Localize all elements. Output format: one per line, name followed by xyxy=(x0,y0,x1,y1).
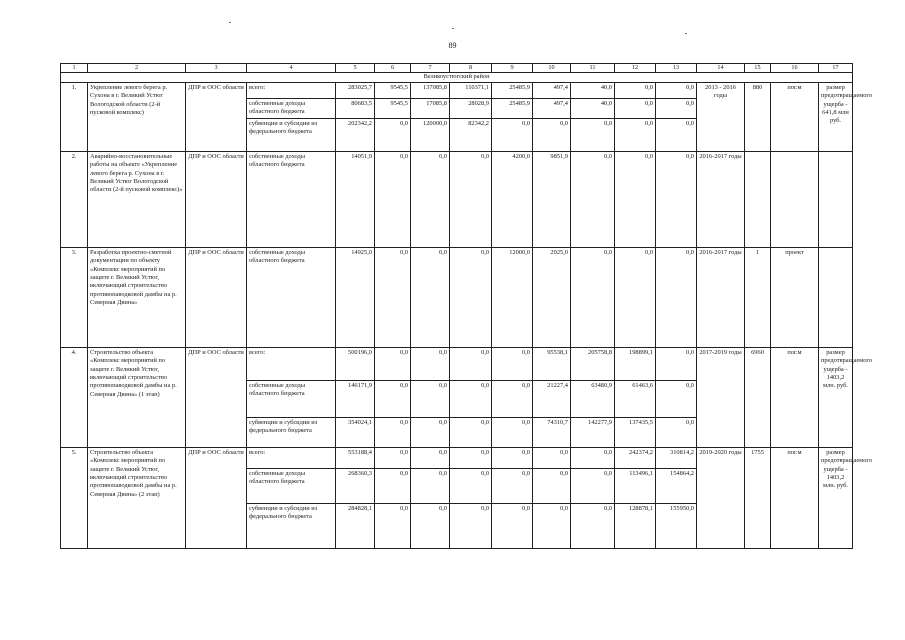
amount-cell: 205758,8 xyxy=(571,347,615,380)
header-row xyxy=(61,64,853,73)
amount-cell: 120000,0 xyxy=(411,118,450,151)
column-number: 17 xyxy=(819,64,853,73)
executor: ДПР и ООС области xyxy=(186,247,247,347)
amount-cell: 283025,7 xyxy=(336,82,375,98)
table-row xyxy=(61,347,853,380)
amount-cell: 9545,5 xyxy=(375,98,411,118)
funding-source: субвенции и субсидии из федерального бюджета xyxy=(247,503,336,548)
amount-cell: 113496,1 xyxy=(615,468,656,503)
amount-cell: 0,0 xyxy=(492,118,533,151)
amount-cell: 95538,1 xyxy=(533,347,571,380)
funding-source: субвенции и субсидии из федерального бюджета xyxy=(247,417,336,447)
amount-cell: 0,0 xyxy=(375,503,411,548)
capacity: 6960 xyxy=(745,347,771,447)
amount-cell: 0,0 xyxy=(411,380,450,417)
funding-source: субвенции и субсидии из федерального бюджета xyxy=(247,118,336,151)
scan-speck xyxy=(229,22,231,23)
amount-cell: 154864,2 xyxy=(656,468,697,503)
page-number: 89 xyxy=(448,41,457,50)
amount-cell: 0,0 xyxy=(375,468,411,503)
column-number: 6 xyxy=(375,64,411,73)
table-row xyxy=(61,82,853,98)
capacity: 1755 xyxy=(745,447,771,548)
amount-cell: 0,0 xyxy=(656,380,697,417)
executor: ДПР и ООС области xyxy=(186,82,247,151)
amount-cell: 0,0 xyxy=(656,82,697,98)
amount-cell: 0,0 xyxy=(450,468,492,503)
amount-cell: 497,4 xyxy=(533,82,571,98)
amount-cell: 553188,4 xyxy=(336,447,375,468)
amount-cell: 0,0 xyxy=(411,468,450,503)
funding-source: всего: xyxy=(247,82,336,98)
amount-cell: 0,0 xyxy=(411,247,450,347)
funding-source: собственные доходы областного бюджета xyxy=(247,151,336,247)
executor: ДПР и ООС области xyxy=(186,347,247,447)
amount-cell: 0,0 xyxy=(571,247,615,347)
scan-speck xyxy=(685,33,687,34)
region-row xyxy=(61,73,853,82)
amount-cell: 268360,3 xyxy=(336,468,375,503)
amount-cell: 12000,0 xyxy=(492,247,533,347)
amount-cell: 28028,9 xyxy=(450,98,492,118)
amount-cell: 21227,4 xyxy=(533,380,571,417)
expected-effect: размер предотвращаемого ущерба - 1403,2 млн. руб. xyxy=(819,347,853,447)
column-number: 7 xyxy=(411,64,450,73)
funding-source: всего: xyxy=(247,447,336,468)
amount-cell: 14051,9 xyxy=(336,151,375,247)
row-number: 5. xyxy=(61,447,88,548)
unit: проект xyxy=(771,247,819,347)
measure-name: Разработка проектно-сметной документации по объекту «Комплекс мероприятий по защите г. Великий Устюг, включающий строительство противопаводковой дамбы на р. Северная Двина» xyxy=(88,247,186,347)
amount-cell: 0,0 xyxy=(375,247,411,347)
column-number: 3 xyxy=(186,64,247,73)
amount-cell: 25485,9 xyxy=(492,82,533,98)
amount-cell: 0,0 xyxy=(533,468,571,503)
amount-cell: 25485,9 xyxy=(492,98,533,118)
table-body xyxy=(61,64,873,549)
amount-cell: 0,0 xyxy=(656,151,697,247)
column-number: 2 xyxy=(88,64,186,73)
capacity: 880 xyxy=(745,82,771,151)
amount-cell: 142277,9 xyxy=(571,417,615,447)
unit: пог.м xyxy=(771,347,819,447)
amount-cell: 0,0 xyxy=(375,118,411,151)
amount-cell: 2925,0 xyxy=(533,247,571,347)
amount-cell: 0,0 xyxy=(411,347,450,380)
implementation-period: 2016-2017 годы xyxy=(697,247,745,347)
amount-cell: 0,0 xyxy=(571,503,615,548)
amount-cell: 0,0 xyxy=(615,247,656,347)
column-number: 13 xyxy=(656,64,697,73)
amount-cell: 0,0 xyxy=(375,347,411,380)
expected-effect: размер предотвращаемого ущерба - 641,8 млн руб. xyxy=(819,82,853,151)
amount-cell: 0,0 xyxy=(615,118,656,151)
amount-cell: 0,0 xyxy=(450,151,492,247)
amount-cell: 9851,9 xyxy=(533,151,571,247)
amount-cell: 0,0 xyxy=(492,347,533,380)
amount-cell: 497,4 xyxy=(533,98,571,118)
region-title: Великоустюгский район xyxy=(61,73,853,82)
unit: пог.м xyxy=(771,447,819,548)
amount-cell: 0,0 xyxy=(492,380,533,417)
amount-cell: 14925,0 xyxy=(336,247,375,347)
amount-cell: 0,0 xyxy=(450,347,492,380)
executor: ДПР и ООС области xyxy=(186,151,247,247)
funding-source: собственные доходы областного бюджета xyxy=(247,380,336,417)
column-number: 9 xyxy=(492,64,533,73)
funding-source: собственные доходы областного бюджета xyxy=(247,247,336,347)
amount-cell: 146171,9 xyxy=(336,380,375,417)
amount-cell: 0,0 xyxy=(533,447,571,468)
amount-cell: 0,0 xyxy=(492,447,533,468)
amount-cell: 0,0 xyxy=(450,503,492,548)
expected-effect xyxy=(819,247,853,347)
amount-cell: 0,0 xyxy=(571,118,615,151)
amount-cell: 0,0 xyxy=(656,247,697,347)
column-number: 15 xyxy=(745,64,771,73)
amount-cell: 500196,0 xyxy=(336,347,375,380)
amount-cell: 0,0 xyxy=(615,151,656,247)
amount-cell: 40,0 xyxy=(571,98,615,118)
amount-cell: 0,0 xyxy=(450,447,492,468)
amount-cell: 0,0 xyxy=(615,98,656,118)
amount-cell: 0,0 xyxy=(375,417,411,447)
column-number: 5 xyxy=(336,64,375,73)
amount-cell: 0,0 xyxy=(533,503,571,548)
column-number: 1 xyxy=(61,64,88,73)
column-number: 8 xyxy=(450,64,492,73)
amount-cell: 198899,1 xyxy=(615,347,656,380)
row-number: 3. xyxy=(61,247,88,347)
table-row xyxy=(61,447,853,468)
measure-name: Укрепление левого берега р. Сухона в г. Великий Устюг Вологодской области (2-й пусковой комплекс) xyxy=(88,82,186,151)
funding-source: собственные доходы областного бюджета xyxy=(247,468,336,503)
amount-cell: 0,0 xyxy=(656,118,697,151)
amount-cell: 242374,2 xyxy=(615,447,656,468)
amount-cell: 82342,2 xyxy=(450,118,492,151)
amount-cell: 0,0 xyxy=(656,98,697,118)
amount-cell: 80683,5 xyxy=(336,98,375,118)
implementation-period: 2017-2019 годы xyxy=(697,347,745,447)
amount-cell: 0,0 xyxy=(492,503,533,548)
amount-cell: 137435,5 xyxy=(615,417,656,447)
amount-cell: 128878,1 xyxy=(615,503,656,548)
amount-cell: 0,0 xyxy=(571,151,615,247)
amount-cell: 0,0 xyxy=(492,468,533,503)
amount-cell: 155950,0 xyxy=(656,503,697,548)
table-row xyxy=(61,247,853,347)
capacity: 1 xyxy=(745,247,771,347)
amount-cell: 0,0 xyxy=(411,447,450,468)
amount-cell: 0,0 xyxy=(411,503,450,548)
amount-cell: 0,0 xyxy=(656,417,697,447)
row-number: 2. xyxy=(61,151,88,247)
executor: ДПР и ООС области xyxy=(186,447,247,548)
table-row xyxy=(61,151,853,247)
amount-cell: 9545,5 xyxy=(375,82,411,98)
amount-cell: 0,0 xyxy=(656,347,697,380)
row-number: 1. xyxy=(61,82,88,151)
amount-cell: 0,0 xyxy=(450,417,492,447)
amount-cell: 0,0 xyxy=(375,380,411,417)
funding-source: всего: xyxy=(247,347,336,380)
measure-name: Аварийно-восстановительные работы на объекте «Укрепление левого берега р. Сухона в г. Великий Устюг Вологодской области (2-й пусковой комплекс)» xyxy=(88,151,186,247)
amount-cell: 63480,9 xyxy=(571,380,615,417)
column-number: 4 xyxy=(247,64,336,73)
implementation-period: 2016-2017 годы xyxy=(697,151,745,247)
amount-cell: 0,0 xyxy=(450,380,492,417)
amount-cell: 137085,8 xyxy=(411,82,450,98)
unit: пог.м xyxy=(771,82,819,151)
amount-cell: 40,0 xyxy=(571,82,615,98)
column-number: 11 xyxy=(571,64,615,73)
amount-cell: 202342,2 xyxy=(336,118,375,151)
expected-effect: размер предотвращаемого ущерба - 1403,2 млн. руб. xyxy=(819,447,853,548)
measure-name: Строительство объекта «Комплекс мероприятий по защите г. Великий Устюг, включающий строительство противопаводковой дамбы на р. Северная Двина» (2 этап) xyxy=(88,447,186,548)
column-number: 16 xyxy=(771,64,819,73)
amount-cell: 0,0 xyxy=(375,447,411,468)
scan-speck xyxy=(452,28,454,29)
amount-cell: 0,0 xyxy=(375,151,411,247)
amount-cell: 61463,6 xyxy=(615,380,656,417)
amount-cell: 0,0 xyxy=(533,118,571,151)
program-table xyxy=(60,63,873,549)
funding-source: собственные доходы областного бюджета xyxy=(247,98,336,118)
row-number: 4. xyxy=(61,347,88,447)
amount-cell: 4200,0 xyxy=(492,151,533,247)
amount-cell: 0,0 xyxy=(411,417,450,447)
amount-cell: 110371,1 xyxy=(450,82,492,98)
amount-cell: 284828,1 xyxy=(336,503,375,548)
amount-cell: 0,0 xyxy=(615,82,656,98)
unit xyxy=(771,151,819,247)
column-number: 14 xyxy=(697,64,745,73)
amount-cell: 74310,7 xyxy=(533,417,571,447)
measure-name: Строительство объекта «Комплекс мероприятий по защите г. Великий Устюг, включающий строительство противопаводковой дамбы на р. Северная Двина» (1 этап) xyxy=(88,347,186,447)
implementation-period: 2013 - 2016 годы xyxy=(697,82,745,151)
amount-cell: 0,0 xyxy=(411,151,450,247)
amount-cell: 354024,1 xyxy=(336,417,375,447)
amount-cell: 0,0 xyxy=(450,247,492,347)
column-number: 12 xyxy=(615,64,656,73)
expected-effect xyxy=(819,151,853,247)
capacity xyxy=(745,151,771,247)
amount-cell: 0,0 xyxy=(571,447,615,468)
amount-cell: 17085,8 xyxy=(411,98,450,118)
implementation-period: 2019-2020 годы xyxy=(697,447,745,548)
column-number: 10 xyxy=(533,64,571,73)
amount-cell: 0,0 xyxy=(492,417,533,447)
amount-cell: 0,0 xyxy=(571,468,615,503)
amount-cell: 310814,2 xyxy=(656,447,697,468)
